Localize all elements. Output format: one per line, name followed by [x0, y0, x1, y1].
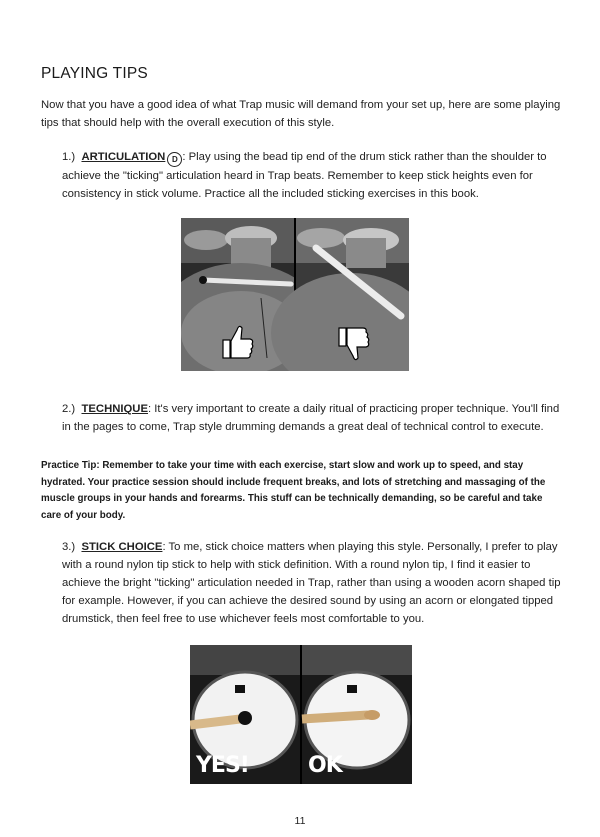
tip-item-articulation — [62, 148, 562, 203]
circled-d-icon: D — [167, 152, 182, 167]
item-number: 2.) — [62, 403, 76, 415]
intro-paragraph: Now that you have a good idea of what Trap music will demand from your set up, here are some playing tips that should help with the overall execution of this style. — [41, 99, 561, 129]
ok-label: OK — [308, 753, 342, 778]
page-number: 11 — [294, 815, 306, 827]
yes-label: YES! — [196, 753, 249, 778]
item-text: : It's very important to create a daily ritual of practicing proper technique. You'll find in the pages to come, Trap style drumming demands a great deal of technical control to execute. — [62, 403, 560, 433]
item-keyword: ARTICULATION — [81, 151, 166, 163]
item-keyword: STICK CHOICE — [81, 541, 163, 553]
item-number: 3.) — [62, 541, 76, 553]
tip-item-stick-choice — [62, 538, 562, 628]
item-number: 1.) — [62, 151, 76, 163]
articulation-photo — [181, 218, 409, 371]
item-text: : Play using the bead tip end of the drum stick rather than the shoulder to achieve the "ticking" articulation heard in Trap beats. Remember to keep stick heights even for consistency in stick volume. Practice all the included sticking exercises in this book. — [62, 151, 547, 200]
stick-choice-photo — [190, 645, 412, 784]
item-keyword: TECHNIQUE — [81, 403, 148, 415]
tip-item-technique — [62, 400, 562, 436]
page-heading: PLAYING TIPS — [41, 65, 148, 82]
item-text: : To me, stick choice matters when playing this style. Personally, I prefer to play with a round nylon tip stick to help with stick definition. With a round nylon tip, I find it easier to achieve the bright "ticking" articulation needed in Trap, rather than using a wooden acorn shaped tip for example. However, if you can achieve the desired sound by using an acorn or elongated tipped drumstick, then feel free to use whichever feels most comfortable to you. — [62, 541, 561, 625]
practice-tip: Practice Tip: Remember to take your time with each exercise, start slow and work up to speed, and stay hydrated. Your practice session should include frequent breaks, and lots of stretching and massaging of the muscle groups in your hands and forearms. This stuff can be technically demanding, so be careful and take care of your body. — [41, 460, 546, 521]
